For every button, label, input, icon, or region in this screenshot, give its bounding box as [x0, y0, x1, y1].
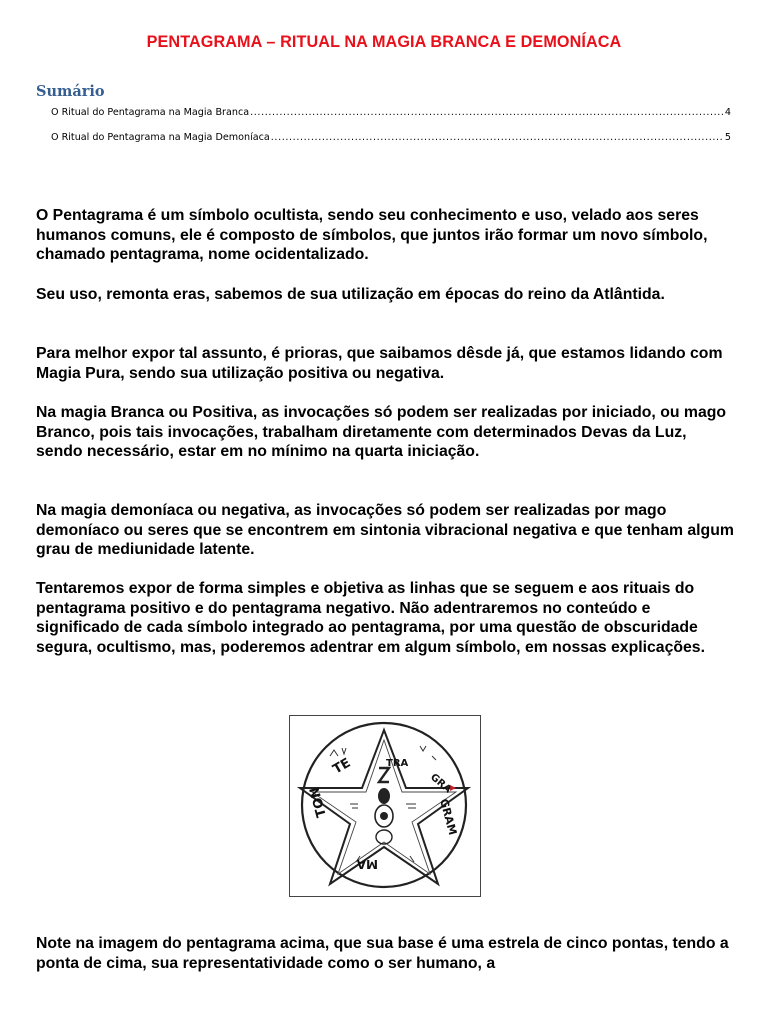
pentagram-label-ton: TON [307, 785, 330, 819]
toc-entry-magia-branca[interactable] [51, 107, 731, 118]
pentagram-illustration [290, 716, 479, 895]
pentagram-label-gra: GRA [428, 771, 454, 796]
toc-dot-leader [271, 132, 724, 143]
body-paragraph: Na magia Branca ou Positiva, as invocações só podem ser realizadas por iniciado, ou mago Branco, pois tais invocações, trabalham diretamente com determinados Devas da Luz, sendo necessário, estar em no mínimo na quarta iniciação. [36, 404, 727, 461]
toc-entry-page[interactable]: 5 [724, 132, 731, 143]
pentagram-label-gram: GRAM [437, 797, 460, 837]
body-paragraph: Tentaremos expor de forma simples e objetiva as linhas que se seguem e aos rituais do pentagrama positivo e do pentagrama negativo. Não adentraremos no conteúdo e significado de cada símbolo integrado ao pentagrama, por uma questão de obscuridade segura, ocultismo, mas, poderemos adentrar em algum símbolo, em nossas explicações. [36, 580, 705, 656]
toc-entry-label[interactable]: O Ritual do Pentagrama na Magia Branca [51, 107, 250, 118]
document-title: PENTAGRAMA – RITUAL NA MAGIA BRANCA E DEMONÍACA [146, 33, 622, 51]
pentagram-image [289, 715, 481, 897]
toc-entry-page[interactable]: 4 [724, 107, 731, 118]
pentagram-label-te: TE [330, 755, 354, 778]
body-paragraph: Na magia demoníaca ou negativa, as invocações só podem ser realizadas por mago demoníaco ou seres que se encontrem em sintonia vibracional negativa e que tenham algum grau de mediunidade latente. [36, 502, 734, 559]
pentagram-label-ma: MA [356, 857, 378, 871]
body-paragraph: Note na imagem do pentagrama acima, que sua base é uma estrela de cinco pontas, tendo a ponta de cima, sua representatividade como o ser humano, a [36, 935, 729, 972]
body-paragraph: O Pentagrama é um símbolo ocultista, sendo seu conhecimento e uso, velado aos seres humanos comuns, ele é composto de símbolos, que juntos irão formar um novo símbolo, chamado pentagrama, nome ocidentalizado. [36, 207, 708, 264]
toc-heading: Sumário [36, 83, 105, 100]
body-paragraph: Para melhor expor tal assunto, é prioras, que saibamos dêsde já, que estamos lidando com Magia Pura, sendo sua utilização positiva ou negativa. [36, 345, 723, 382]
toc-entry-magia-demoniaca[interactable] [51, 132, 731, 143]
pentagram-label-tra: TRA [386, 758, 409, 769]
toc-dot-leader [250, 107, 724, 118]
body-paragraph: Seu uso, remonta eras, sabemos de sua utilização em épocas do reino da Atlântida. [36, 286, 665, 303]
toc-entry-label[interactable]: O Ritual do Pentagrama na Magia Demoníaca [51, 132, 270, 143]
